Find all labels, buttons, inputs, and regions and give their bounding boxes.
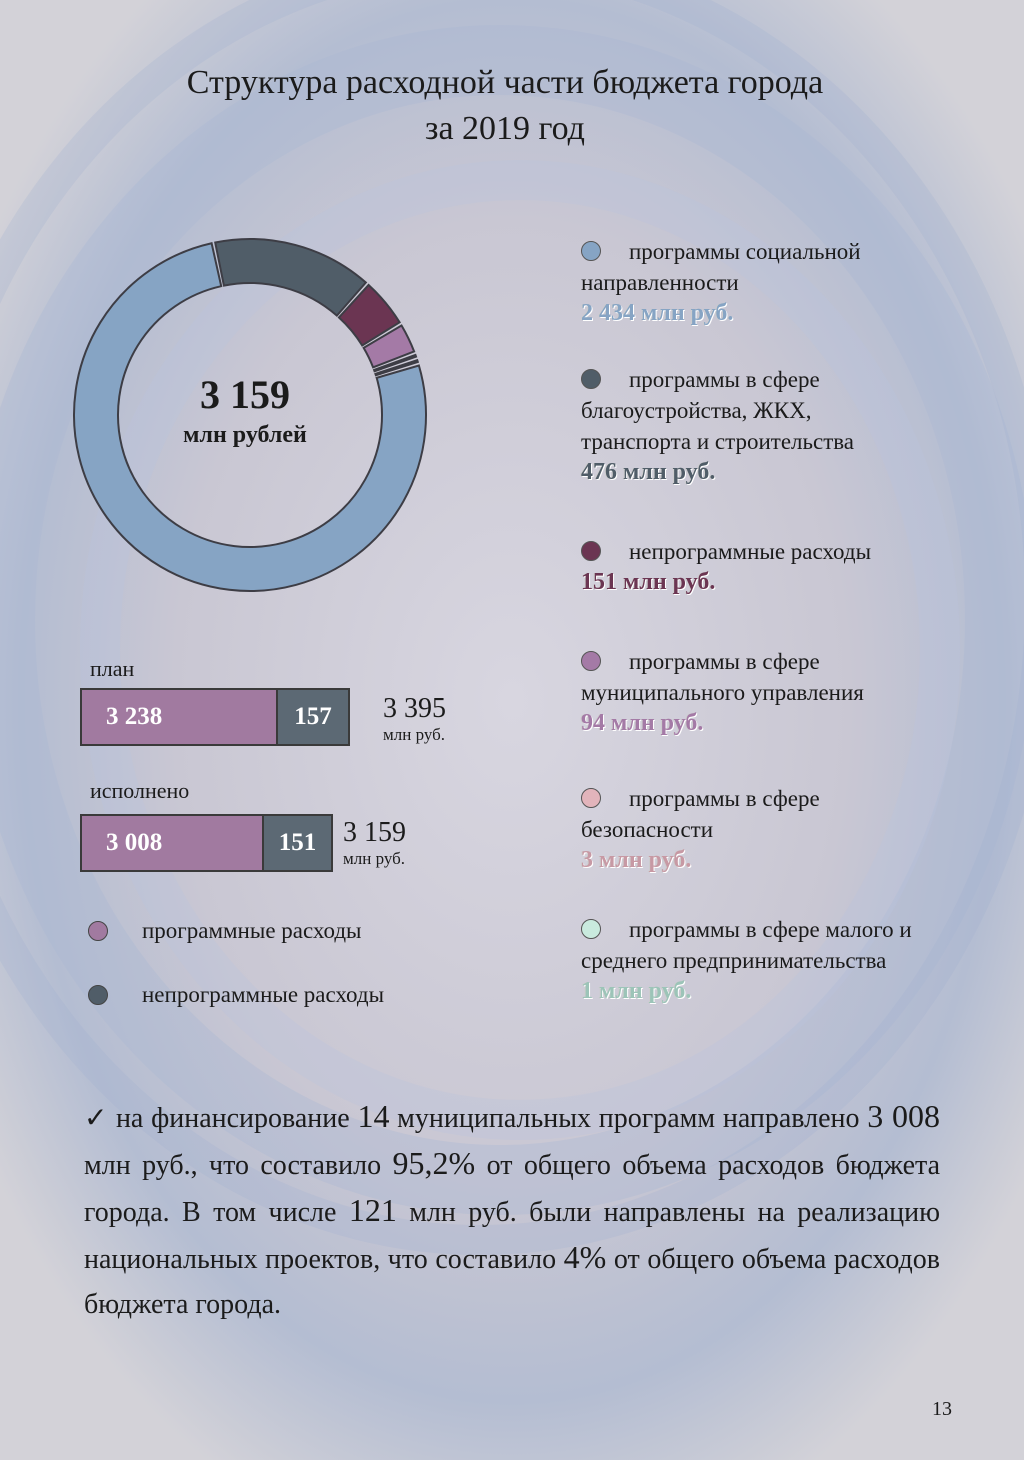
bar-executed-nonprogrammatic-label: 151 [278,829,317,856]
legend-value-management: 94 млн руб. [581,710,704,736]
bar-legend-nonprogrammatic [88,982,384,1008]
para-num-programs: 14 [357,1098,390,1134]
legend-value-social: 2 434 млн руб. [581,300,734,326]
legend-label-management-1: программы в сфере [629,649,820,674]
bar-legend-dot-nonprogrammatic [88,985,108,1005]
bar-executed-nonprogrammatic [262,816,331,870]
bar-plan-nonprogrammatic [276,690,348,744]
legend-label-housing-2: благоустройства, ЖКХ, [581,398,812,423]
para-num-percent: 95,2% [392,1145,476,1181]
bar-executed-total-unit: млн руб. [343,849,406,868]
para-text-2: муниципальных программ направлено [397,1103,860,1134]
bar-legend-label-programmatic: программные расходы [142,918,362,943]
legend-label-housing-3: транспорта и строительства [581,429,855,454]
legend-dot-nonprogram [581,541,601,561]
legend-value-business: 1 млн руб. [581,978,692,1004]
legend-item-nonprogram [581,536,981,598]
legend-label-business-2: среднего предпринимательства [581,948,887,973]
para-num-amount: 3 008 [867,1098,940,1134]
bar-executed-total [343,818,406,870]
para-text-5: млн руб. были направлены на реализацию национальных проектов, что составило [84,1197,941,1275]
bar-plan-programmatic [82,690,276,744]
bar-plan-total-value: 3 395 [383,693,446,724]
bar-executed [80,814,333,872]
bar-label-plan: план [90,656,135,681]
bar-legend-dot-programmatic [88,921,108,941]
legend-dot-business [581,919,601,939]
legend-label-security-1: программы в сфере [629,786,820,811]
page-title [0,60,1010,152]
title-line-2: за 2019 год [425,110,585,147]
legend-label-nonprogram-1: непрограммные расходы [629,539,872,564]
legend-item-business [581,914,981,1007]
check-icon: ✓ [84,1103,109,1134]
bar-plan-nonprogrammatic-label: 157 [294,703,332,730]
legend-item-management [581,646,981,739]
page-number: 13 [932,1398,952,1420]
para-text-4: от общего объема расходов бюджета города. В том числе [84,1150,941,1228]
bar-legend-label-nonprogrammatic: непрограммные расходы [142,982,385,1007]
legend-value-housing: 476 млн руб. [581,459,716,485]
summary-paragraph [84,1094,940,1327]
legend-value-security: 3 млн руб. [581,847,692,873]
legend-dot-social [581,241,601,261]
title-line-1: Структура расходной части бюджета города [186,64,824,101]
para-text-3: млн руб., что составило [84,1150,382,1181]
bar-legend-programmatic [88,918,362,944]
legend-label-security-2: безопасности [581,817,714,842]
bar-executed-programmatic-label: 3 008 [106,829,163,856]
legend-label-business-1: программы в сфере малого и [629,917,912,942]
legend-label-social-2: направленности [581,270,739,295]
bar-executed-total-value: 3 159 [343,817,406,848]
legend-dot-security [581,788,601,808]
legend-label-housing-1: программы в сфере [629,367,820,392]
legend-value-nonprogram: 151 млн руб. [581,569,716,595]
legend-label-social-1: программы социальной [629,239,861,264]
legend-item-security [581,783,981,876]
donut-slice [215,239,366,316]
bar-plan-total [383,694,446,746]
legend-item-housing [581,364,981,488]
para-num-national: 121 [348,1192,397,1228]
legend-dot-housing [581,369,601,389]
para-text-6: от общего объема расходов бюджета города. [84,1244,940,1320]
bar-label-executed: исполнено [90,778,190,803]
donut-center-total [120,370,370,450]
donut-total-unit: млн рублей [183,422,307,448]
legend-item-social [581,236,981,329]
para-text-1: на финансирование [115,1103,350,1134]
bar-executed-programmatic [82,816,262,870]
bar-plan [80,688,350,746]
bar-plan-total-unit: млн руб. [383,725,446,744]
donut-total-value: 3 159 [200,372,290,417]
legend-label-management-2: муниципального управления [581,680,864,705]
bar-plan-programmatic-label: 3 238 [106,703,163,730]
para-num-national-percent: 4% [563,1239,607,1275]
legend-dot-management [581,651,601,671]
